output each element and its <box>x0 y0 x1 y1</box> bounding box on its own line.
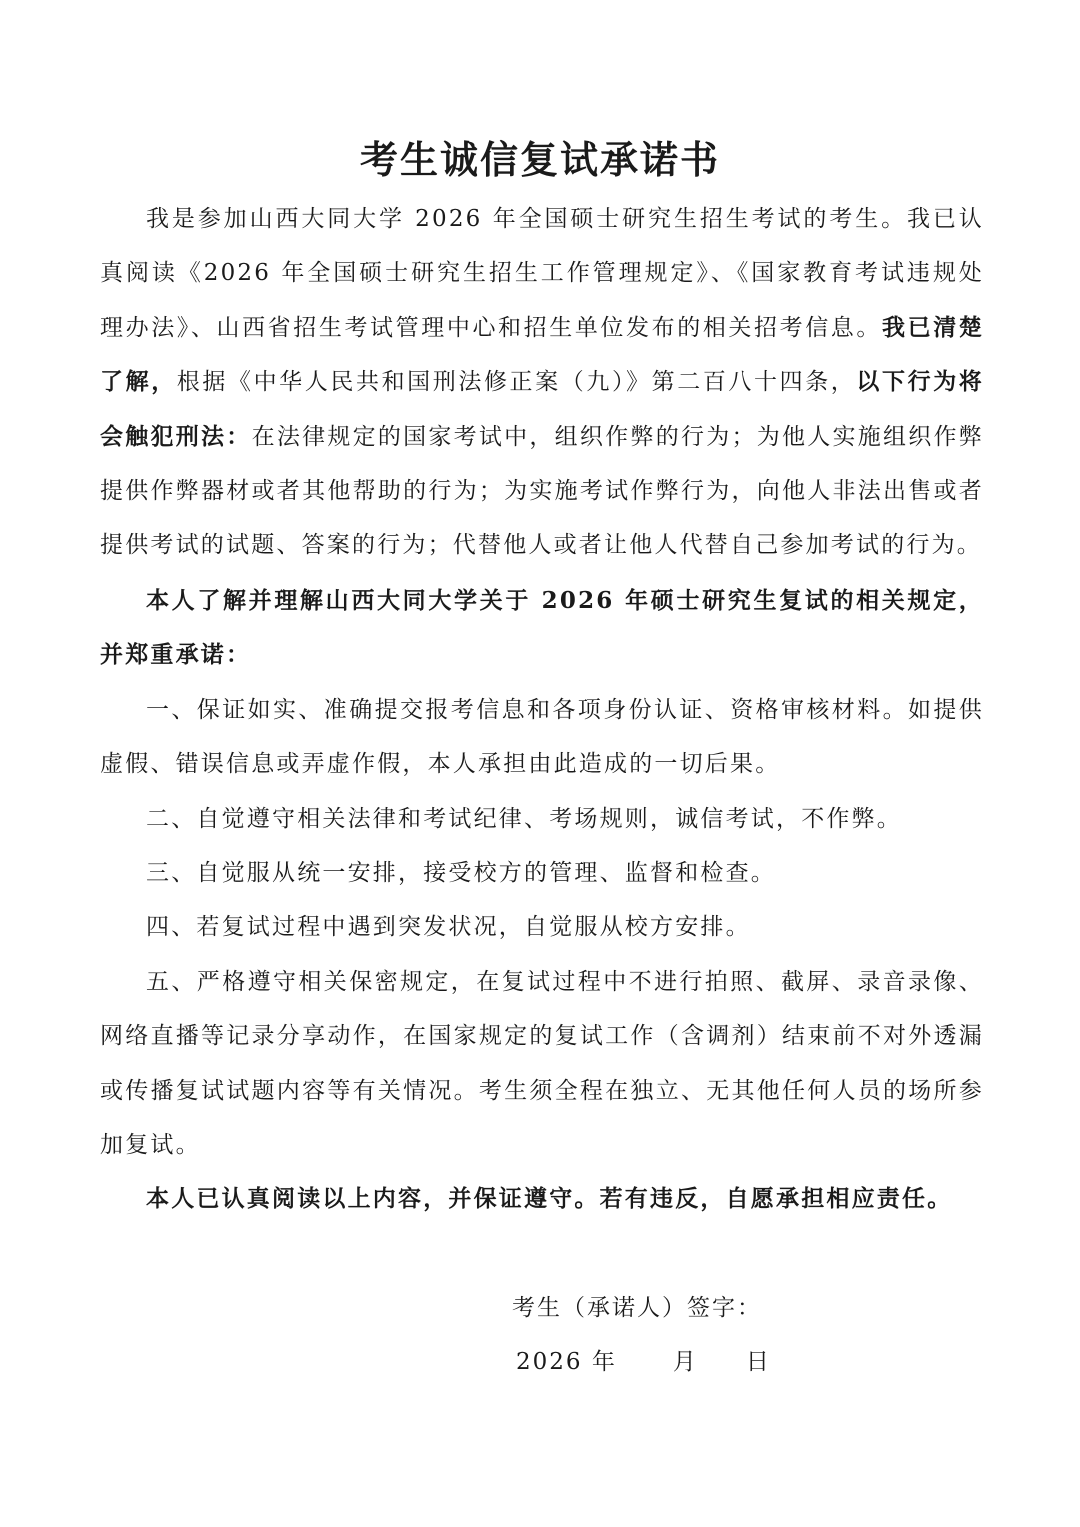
intro-paragraph <box>100 192 984 573</box>
closing-statement: 本人已认真阅读以上内容，并保证遵守。若有违反，自愿承担相应责任。 <box>146 1185 953 1212</box>
pledge-item-5: 五、严格遵守相关保密规定，在复试过程中不进行拍照、截屏、录音录像、网络直播等记录分享动作，在国家规定的复试工作（含调剂）结束前不对外透漏或传播复试试题内容等有关情况。考生须全程在独立、无其他任何人员的场所参加复试。 <box>100 969 984 1159</box>
intro-bold-1: 我已清楚了解， <box>100 313 984 396</box>
signature-label: 考生（承诺人）签字： <box>512 1295 762 1321</box>
pledge-item-1: 一、保证如实、准确提交报考信息和各项身份认证、资格审核材料。如提供虚假、错误信息或弄虚作假，本人承担由此造成的一切后果。 <box>100 697 984 778</box>
date-year: 2026 年 <box>516 1349 617 1375</box>
signature-date <box>516 1342 771 1382</box>
date-month: 月 <box>672 1349 698 1375</box>
intro-text-3: 在法律规定的国家考试中，组织作弊的行为；为他人实施组织作弊提供作弊器材或者其他帮助的行为；为实施考试作弊行为，向他人非法出售或者提供考试的试题、答案的行为；代替他人或者让他人代替自己参加考试的行为。 <box>100 423 984 559</box>
intro-bold-2: 以下行为将会触犯刑法： <box>100 368 984 450</box>
document-title: 考生诚信复试承诺书 <box>359 137 720 182</box>
pledge-intro: 本人了解并理解山西大同大学关于 2026 年硕士研究生复试的相关规定，并郑重承诺： <box>100 587 984 669</box>
pledge-item-3: 三、自觉服从统一安排，接受校方的管理、监督和检查。 <box>146 860 776 886</box>
intro-text-1: 我是参加山西大同大学 2026 年全国硕士研究生招生考试的考生。我已认真阅读《2026 年全国硕士研究生招生工作管理规定》、《国家教育考试违规处理办法》、山西省招生考试管理中心和招生单位发布的相关招考信息。 <box>100 206 984 341</box>
pledge-item-2: 二、自觉遵守相关法律和考试纪律、考场规则，诚信考试，不作弊。 <box>146 806 902 832</box>
intro-text-2: 根据《中华人民共和国刑法修正案（九）》第二百八十四条， <box>176 369 857 396</box>
pledge-item-4: 四、若复试过程中遇到突发状况，自觉服从校方安排。 <box>146 914 751 940</box>
date-day: 日 <box>745 1349 771 1375</box>
